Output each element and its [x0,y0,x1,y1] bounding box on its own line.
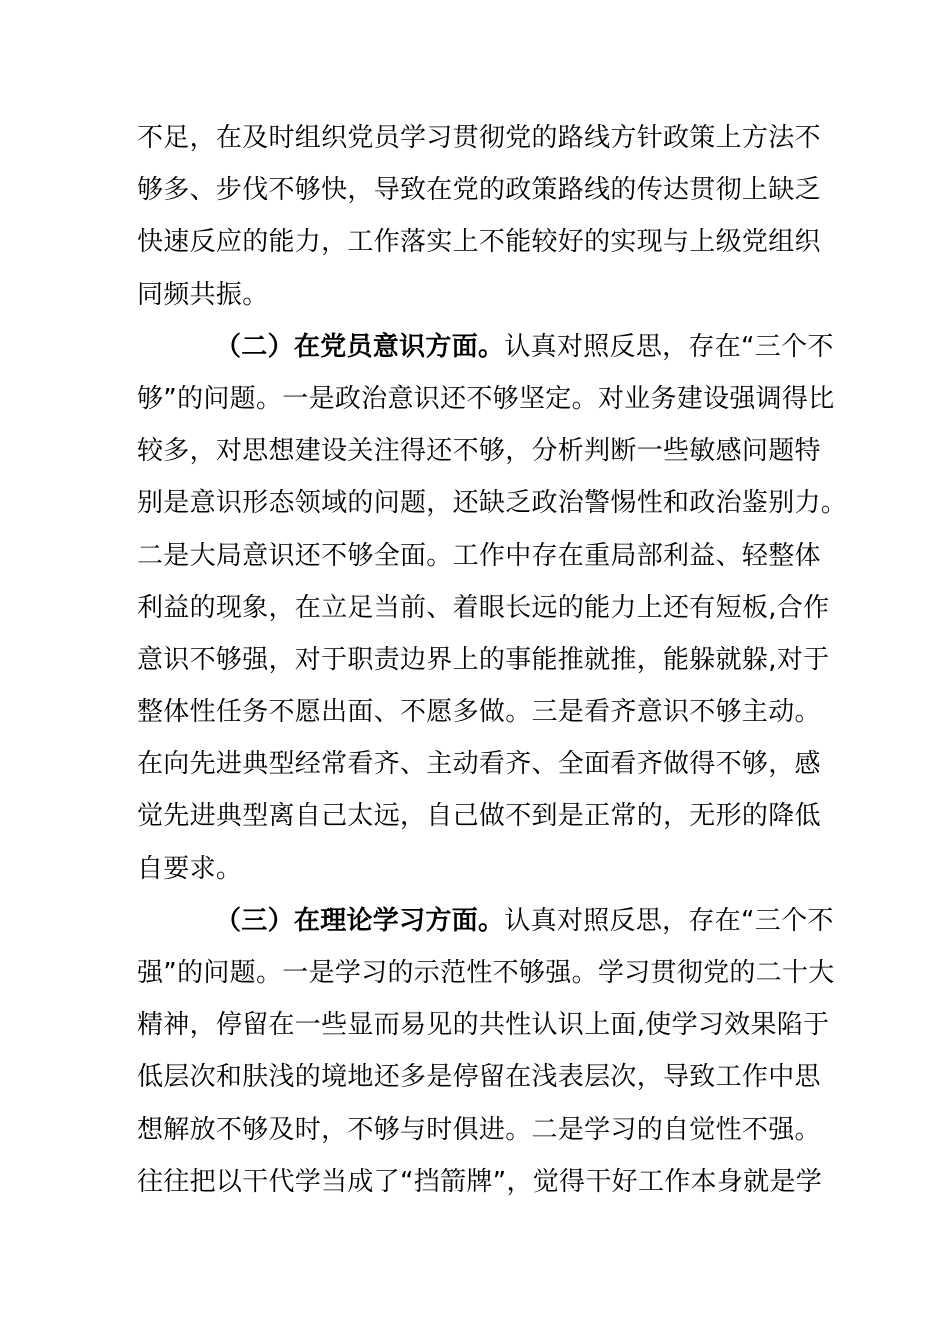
text-line: 强”的问题。一是学习的示范性不够强。学习贯彻党的二十大 [137,958,835,988]
text-line: 够多、步伐不够快，导致在党的政策路线的传达贯彻上缺乏 [137,175,821,206]
text-line: 想解放不够及时，不够与时俱进。二是学习的自觉性不强。 [137,1114,821,1145]
document-body [137,112,848,1208]
text-line: 二是大局意识还不够全面。工作中存在重局部利益、轻整体 [137,540,821,571]
text-line: 往往把以干代学当成了“挡箭牌”，觉得干好工作本身就是学 [137,1166,823,1197]
text-line: 精神，停留在一些显而易见的共性认识上面,使学习效果陷于 [137,1010,830,1041]
text-line: 利益的现象，在立足当前、着眼长远的能力上还有短板,合作 [137,592,830,623]
text-line: 别是意识形态领域的问题，还缺乏政治警惕性和政治鉴别力。 [137,488,848,519]
section-2-heading: （二）在党员意识方面。 [215,331,505,362]
text-line: 同频共振。 [137,279,269,310]
section-2-first-line-text: 认真对照反思，存在“三个不 [504,331,834,362]
text-line: 整体性任务不愿出面、不愿多做。三是看齐意识不够主动。 [137,697,821,728]
section-3-first-line-text: 认真对照反思，存在“三个不 [504,905,834,936]
text-line: 不足，在及时组织党员学习贯彻党的路线方针政策上方法不 [137,123,821,153]
section-2-first-line [137,321,834,373]
text-line: 自要求。 [137,853,243,884]
text-line: 够”的问题。一是政治意识还不够坚定。对业务建设强调得比 [137,383,835,414]
text-line: 意识不够强，对于职责边界上的事能推就推，能躲就躲,对于 [137,644,830,675]
text-line: 在向先进典型经常看齐、主动看齐、全面看齐做得不够，感 [137,749,821,780]
text-line: 觉先进典型离自己太远，自己做不到是正常的，无形的降低 [137,801,821,832]
text-line: 低层次和肤浅的境地还多是停留在浅表层次，导致工作中思 [137,1062,821,1093]
text-line: 快速反应的能力，工作落实上不能较好的实现与上级党组织 [137,227,821,258]
text-line: 较多，对思想建设关注得还不够，分析判断一些敏感问题特 [137,436,821,467]
section-3-heading: （三）在理论学习方面。 [215,905,505,936]
section-3-first-line [137,895,834,947]
